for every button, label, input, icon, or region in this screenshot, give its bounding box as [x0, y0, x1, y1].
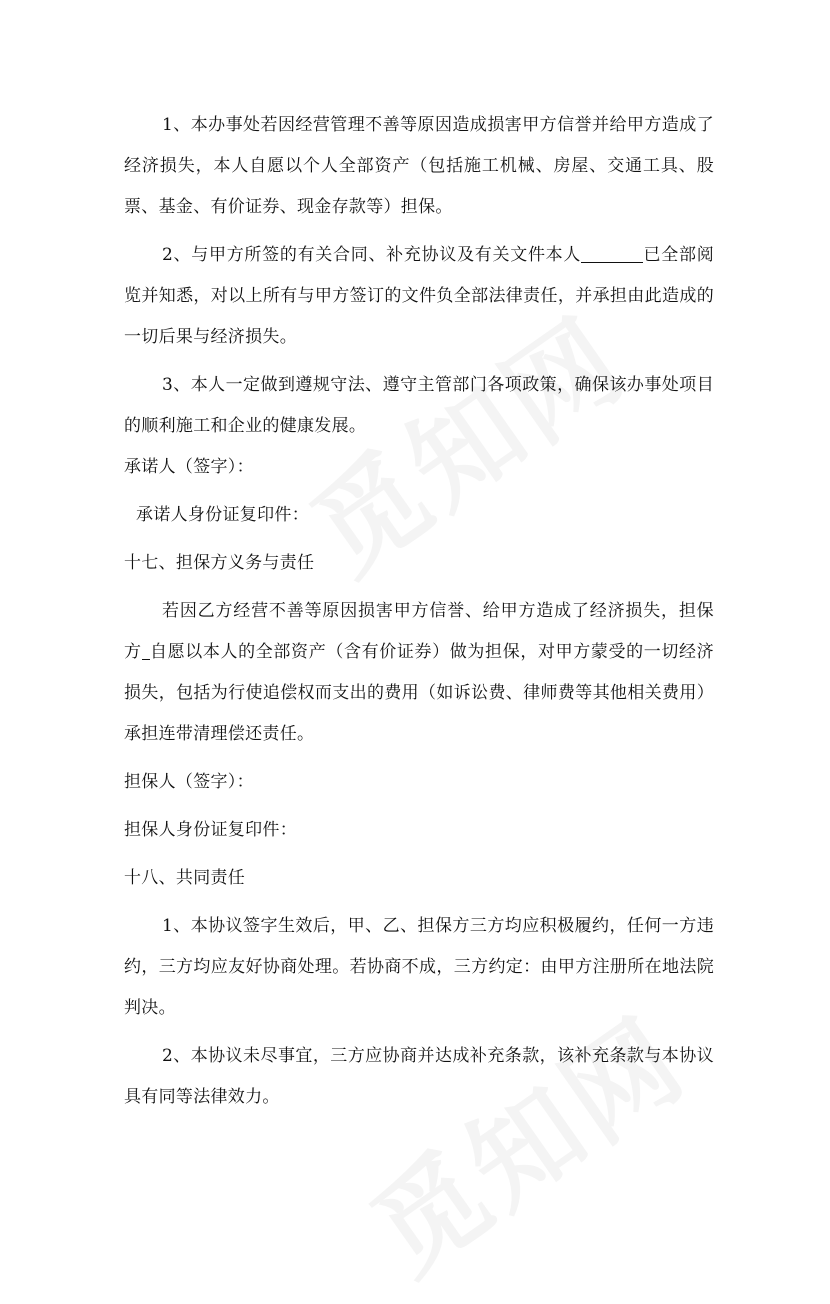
fill-in-blank [142, 643, 150, 660]
clause-1: 1、本办事处若因经营管理不善等原因造成损害甲方信誉并给甲方造成了经济损失，本人自愿以个人全部资产（包括施工机械、房屋、交通工具、股票、基金、有价证券、现金存款等）担保。 [124, 115, 714, 217]
promisor-signature-label: 承诺人（签字）： [124, 457, 254, 477]
section-17-heading: 十七、担保方义务与责任 [124, 553, 315, 573]
section-18-clause-2: 2、本协议未尽事宜，三方应协商并达成补充条款，该补充条款与本协议具有同等法律效力。 [124, 1046, 714, 1107]
promisor-id-copy-label: 承诺人身份证复印件： [136, 505, 309, 525]
fill-in-blank [581, 246, 643, 263]
clause-2-part-2: 已全部阅览并知悉，对以上所有与甲方签订的文件负全部法律责任，并承担由此造成的一切后果与经济损失。 [124, 245, 715, 347]
guarantor-id-copy-label: 担保人身份证复印件： [124, 820, 297, 840]
section-17-part-2: 自愿以本人的全部资产（含有价证券）做为担保，对甲方蒙受的一切经济损失，包括为行使追偿权而支出的费用（如诉讼费、律师费等其他相关费用）承担连带清理偿还责任。 [124, 642, 714, 744]
section-18-clause-1: 1、本协议签字生效后，甲、乙、担保方三方均应积极履约，任何一方违约，三方均应友好协商处理。若协商不成，三方约定：由甲方注册所在地法院判决。 [124, 916, 714, 1018]
clause-2 [124, 235, 714, 358]
clause-2-part-1: 2、与甲方所签的有关合同、补充协议及有关文件本人 [162, 245, 582, 265]
document-body [124, 105, 714, 1118]
guarantor-signature-label: 担保人（签字）： [124, 772, 254, 792]
clause-3: 3、本人一定做到遵规守法、遵守主管部门各项政策，确保该办事处项目的顺利施工和企业的健康发展。 [124, 375, 714, 436]
section-17-part-1: 若因乙方经营不善等原因损害甲方信誉、给甲方造成了经济损失，担保方 [124, 601, 714, 662]
section-17-body [124, 591, 714, 755]
section-18-heading: 十八、共同责任 [124, 868, 246, 888]
